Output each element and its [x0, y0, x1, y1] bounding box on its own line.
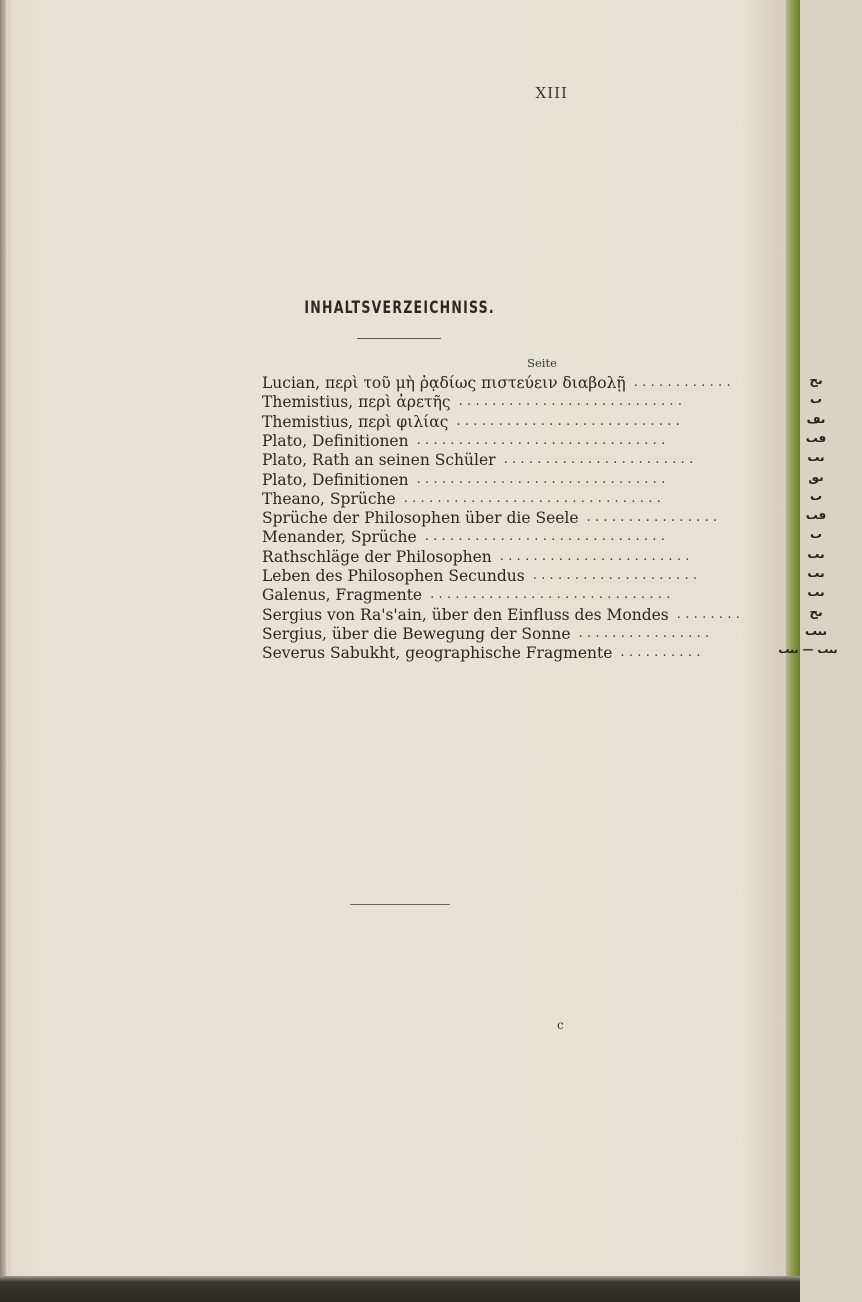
toc-entry-page: ٮٮ	[807, 566, 825, 580]
toc-entry-page: ٮ	[809, 488, 823, 503]
toc-leader-dots: ..........	[620, 645, 705, 661]
toc-entry-title: Theano, Sprüche	[262, 489, 396, 508]
page-left-edge	[0, 0, 6, 1302]
toc-leader-dots: ................	[578, 625, 714, 641]
toc-entry	[262, 527, 862, 547]
toc-entry-page: ٮٮٮ — ٮٮٮ	[778, 643, 838, 657]
toc-entry	[262, 431, 862, 451]
signature-mark: c	[557, 1018, 564, 1032]
toc-leader-dots: ....................	[532, 568, 702, 583]
toc-entry-page: ٯٮ	[805, 430, 827, 445]
toc-entry-title: Plato, Rath an seinen Schüler	[262, 451, 496, 470]
toc-entry-page: ٮٮ	[807, 546, 825, 561]
page-title: INHALTSVERZEICHNISS.	[304, 298, 495, 318]
toc-entry	[262, 373, 862, 393]
toc-leader-dots: ..............................	[416, 432, 670, 448]
toc-entry-page: ٮٯ	[808, 469, 824, 484]
toc-entry	[262, 470, 862, 490]
toc-entry	[262, 643, 862, 663]
toc-entry	[262, 566, 862, 586]
toc-entry	[262, 392, 862, 412]
toc-entry	[262, 585, 862, 605]
toc-leader-dots: .............................	[424, 529, 670, 545]
page-number: XIII	[535, 84, 568, 102]
toc-entry-page: ٮڡ	[806, 411, 826, 426]
toc-entry-title: Plato, Definitionen	[262, 470, 409, 489]
toc-entry-title: Themistius, περὶ φιλίας	[262, 412, 449, 431]
page-bottom-edge	[0, 1276, 800, 1302]
title-divider	[357, 338, 441, 339]
toc-entry	[262, 450, 862, 470]
toc-entry-page: ٮ	[809, 392, 823, 407]
toc-entry-page: ٮٮ	[807, 585, 825, 600]
toc-entry-title: Plato, Definitionen	[262, 431, 409, 450]
toc-leader-dots: ................	[586, 510, 722, 526]
toc-leader-dots: ...........................	[456, 413, 685, 429]
toc-entry	[262, 412, 862, 432]
toc-entry-title: Severus Sabukht, geographische Fragmente	[262, 644, 613, 663]
toc-entry-title: Themistius, περὶ ἀρετῆς	[262, 393, 451, 412]
toc-entry	[262, 605, 862, 625]
toc-leader-dots: ........	[676, 606, 745, 622]
toc-entry	[262, 547, 862, 567]
toc-leader-dots: .......................	[503, 452, 698, 468]
toc-entry-title: Sergius von Ra's'ain, über den Einfluss des Mondes	[262, 605, 669, 624]
page-column-header: Seite	[527, 356, 557, 370]
toc-entry-title: Leben des Philosophen Secundus	[262, 567, 525, 585]
toc-entry-page: ٮٮٮ	[804, 623, 828, 638]
toc-leader-dots: .............................	[430, 587, 675, 603]
toc-entry-title: Sergius, über die Bewegung der Sonne	[262, 624, 571, 643]
toc-entry-page: ٮ	[809, 527, 823, 542]
toc-entry-page: ٮح	[809, 604, 823, 619]
toc-entry-title: Sprüche der Philosophen über die Seele	[262, 509, 579, 528]
toc-leader-dots: ............	[633, 375, 735, 390]
toc-entry-page: ٯٮ	[805, 508, 827, 523]
toc-entry	[262, 508, 862, 528]
toc-entry-title: Rathschläge der Philosophen	[262, 547, 492, 566]
toc-entry-title: Lucian, περὶ τοῦ μὴ ῥᾳδίως πιστεύειν διαβολῇ	[262, 374, 626, 392]
toc-entry-title: Menander, Sprüche	[262, 528, 417, 547]
toc-entry-page: ٮح	[809, 373, 823, 387]
toc-entry	[262, 489, 862, 509]
toc-leader-dots: ...............................	[403, 490, 666, 506]
toc-leader-dots: ..............................	[416, 471, 670, 487]
toc-leader-dots: .......................	[499, 548, 694, 564]
toc-leader-dots: ...........................	[458, 394, 687, 410]
bottom-divider	[350, 904, 450, 905]
toc-entry-page: ٮٮ	[807, 450, 825, 465]
toc-entry-title: Galenus, Fragmente	[262, 586, 423, 605]
